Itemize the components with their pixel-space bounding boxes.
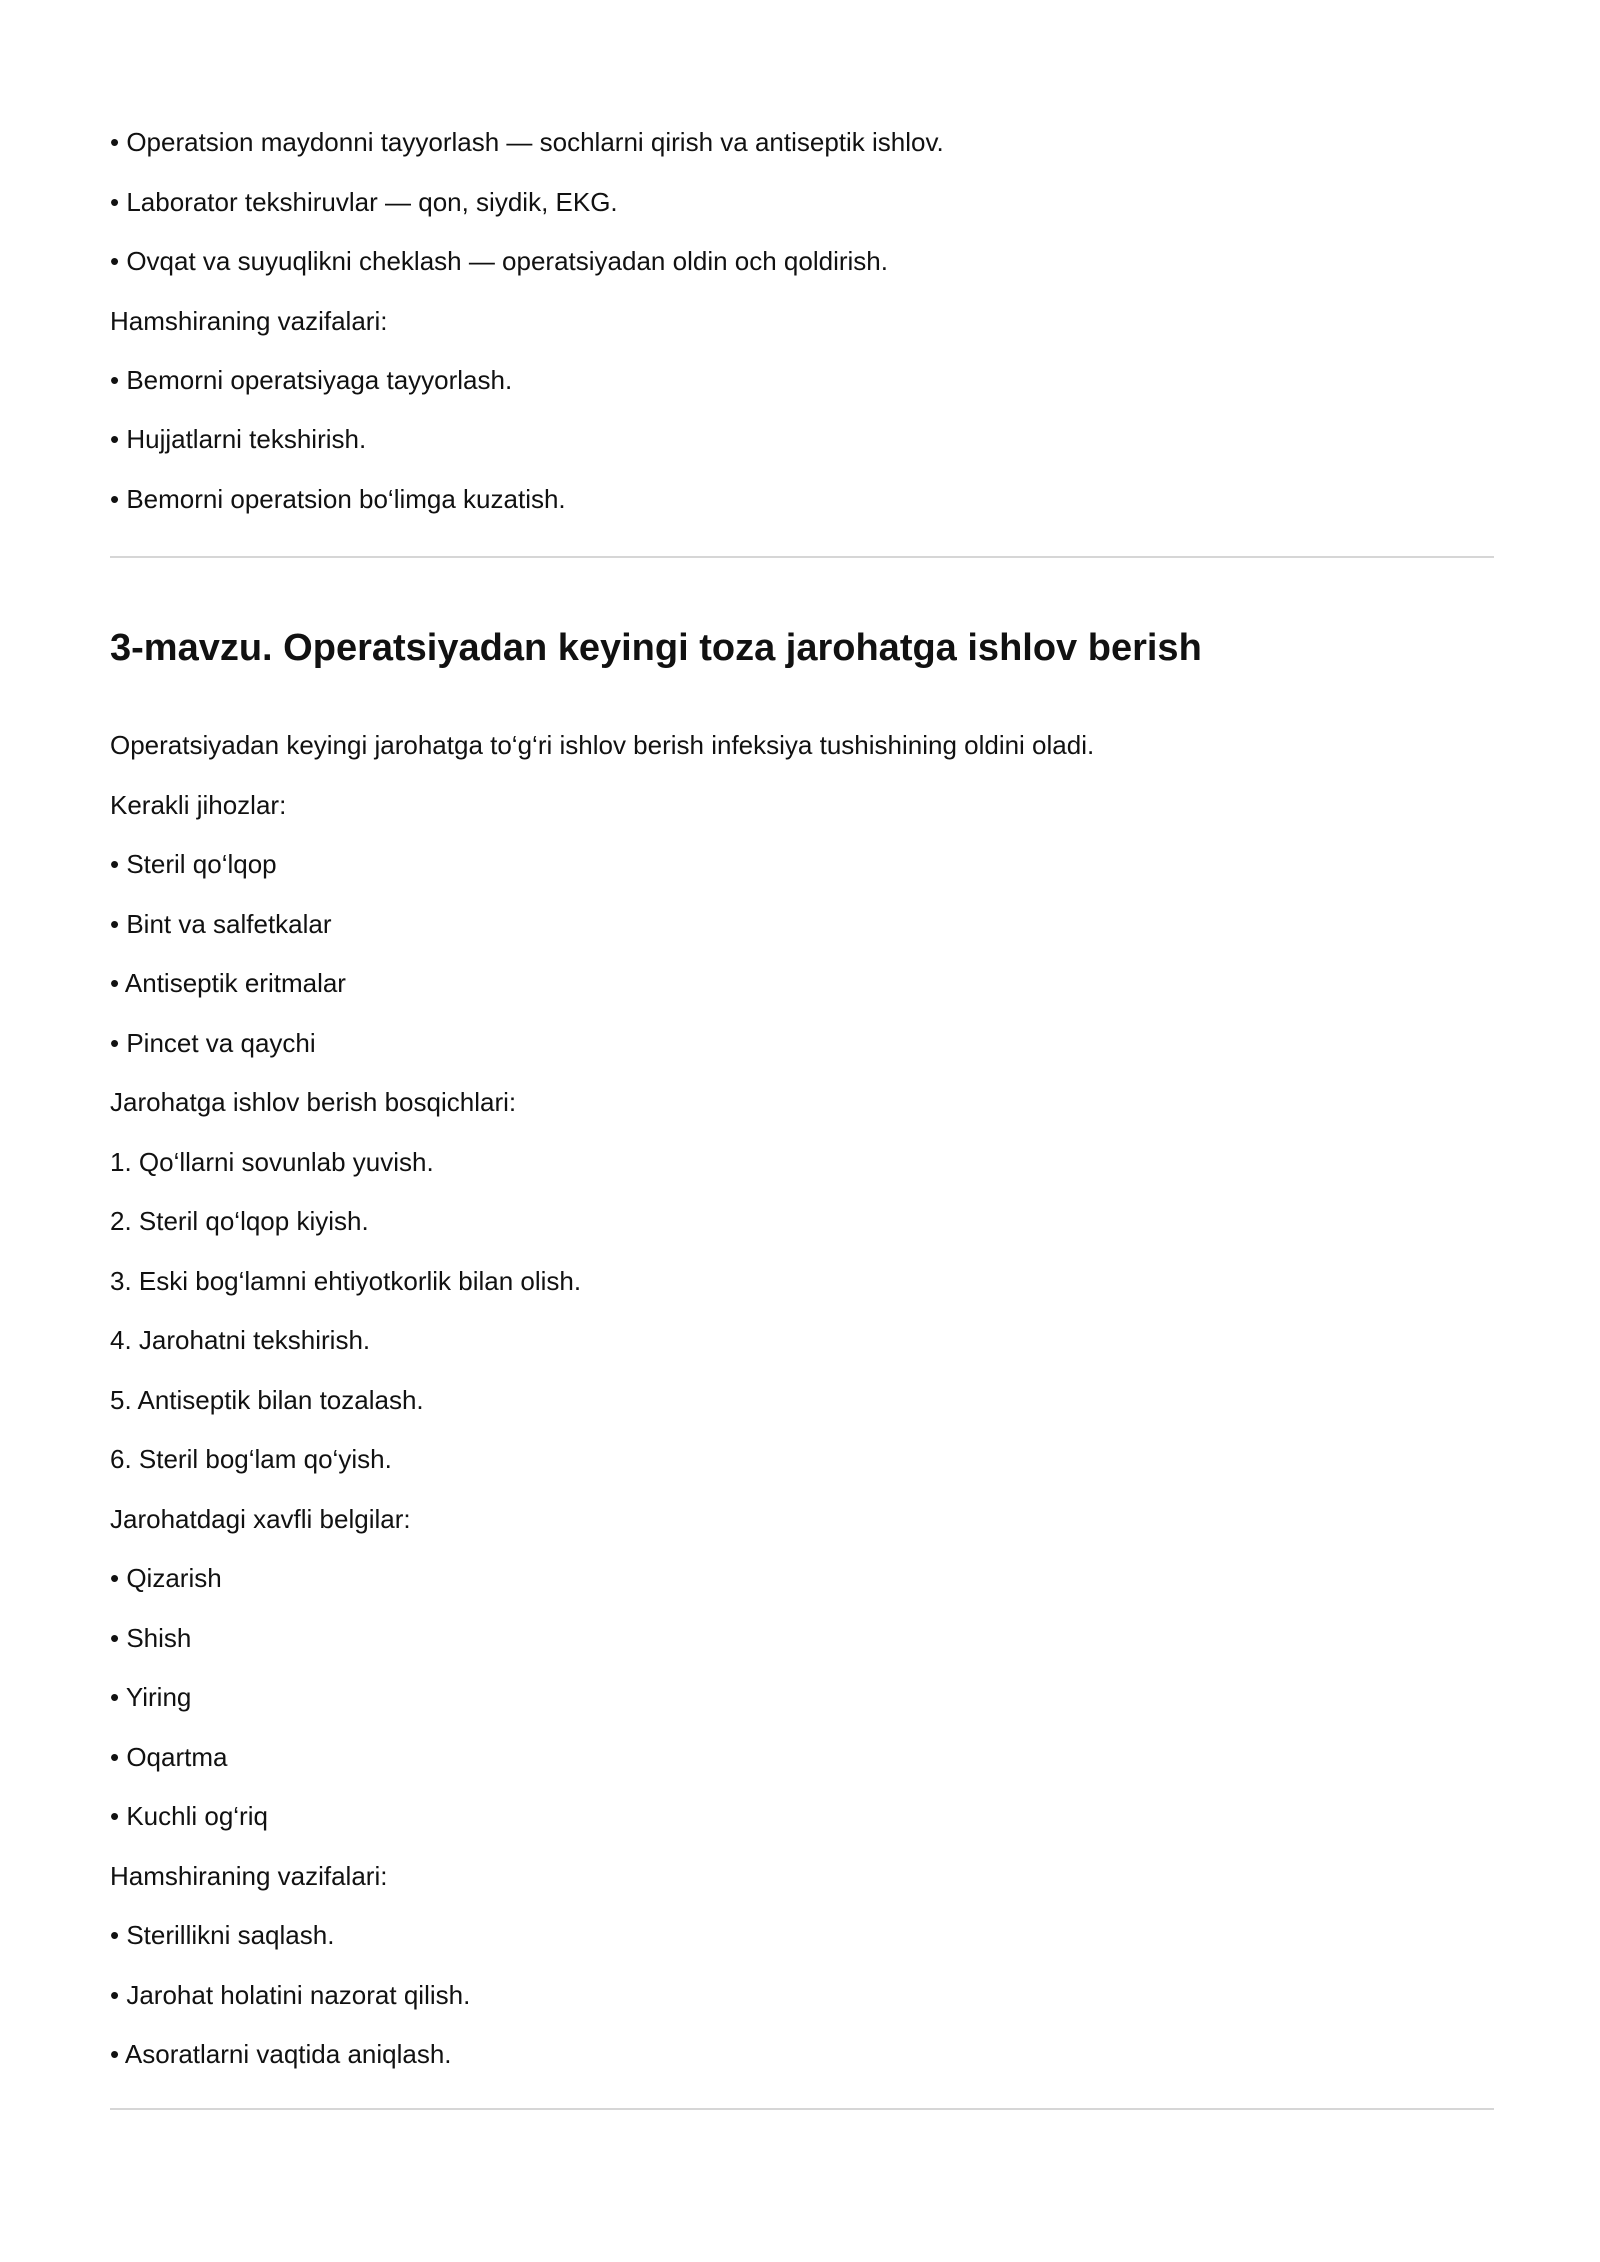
list-item: • Sterillikni saqlash. [110,1920,335,1950]
list-item: • Ovqat va suyuqlikni cheklash — operatsiyadan oldin och qoldirish. [110,246,888,276]
list-item: • Hujjatlarni tekshirish. [110,424,367,454]
step-item: 1. Qo‘llarni sovunlab yuvish. [110,1147,434,1177]
step-item: 3. Eski bog‘lamni ehtiyotkorlik bilan olish. [110,1266,582,1296]
list-item: • Oqartma [110,1742,228,1772]
list-item: • Bint va salfetkalar [110,909,332,939]
step-item: 2. Steril qo‘lqop kiyish. [110,1206,369,1236]
intro-paragraph: Operatsiyadan keyingi jarohatga to‘g‘ri ishlov berish infeksiya tushishining oldini oladi. [110,730,1095,760]
list-item: • Yiring [110,1682,192,1712]
section-title: 3-mavzu. Operatsiyadan keyingi toza jarohatga ishlov berish [110,627,1202,669]
list-item: • Laborator tekshiruvlar — qon, siydik, EKG. [110,187,618,217]
step-item: 4. Jarohatni tekshirish. [110,1325,371,1355]
duties-label: Hamshiraning vazifalari: [110,1861,388,1891]
danger-label: Jarohatdagi xavfli belgilar: [110,1504,411,1534]
section-divider [110,556,1494,558]
list-item: • Bemorni operatsiyaga tayyorlash. [110,365,513,395]
equipment-label: Kerakli jihozlar: [110,790,287,820]
list-item: • Steril qo‘lqop [110,849,277,879]
steps-label: Jarohatga ishlov berish bosqichlari: [110,1087,517,1117]
list-item: • Kuchli og‘riq [110,1801,268,1831]
list-item: • Bemorni operatsion bo‘limga kuzatish. [110,484,566,514]
duties-label: Hamshiraning vazifalari: [110,306,388,336]
step-item: 5. Antiseptik bilan tozalash. [110,1385,424,1415]
section-divider [110,2108,1494,2110]
list-item: • Pincet va qaychi [110,1028,316,1058]
step-item: 6. Steril bog‘lam qo‘yish. [110,1444,392,1474]
list-item: • Operatsion maydonni tayyorlash — sochlarni qirish va antiseptik ishlov. [110,127,944,157]
list-item: • Antiseptik eritmalar [110,968,346,998]
list-item: • Qizarish [110,1563,222,1593]
list-item: • Asoratlarni vaqtida aniqlash. [110,2039,452,2069]
list-item: • Jarohat holatini nazorat qilish. [110,1980,471,2010]
list-item: • Shish [110,1623,192,1653]
